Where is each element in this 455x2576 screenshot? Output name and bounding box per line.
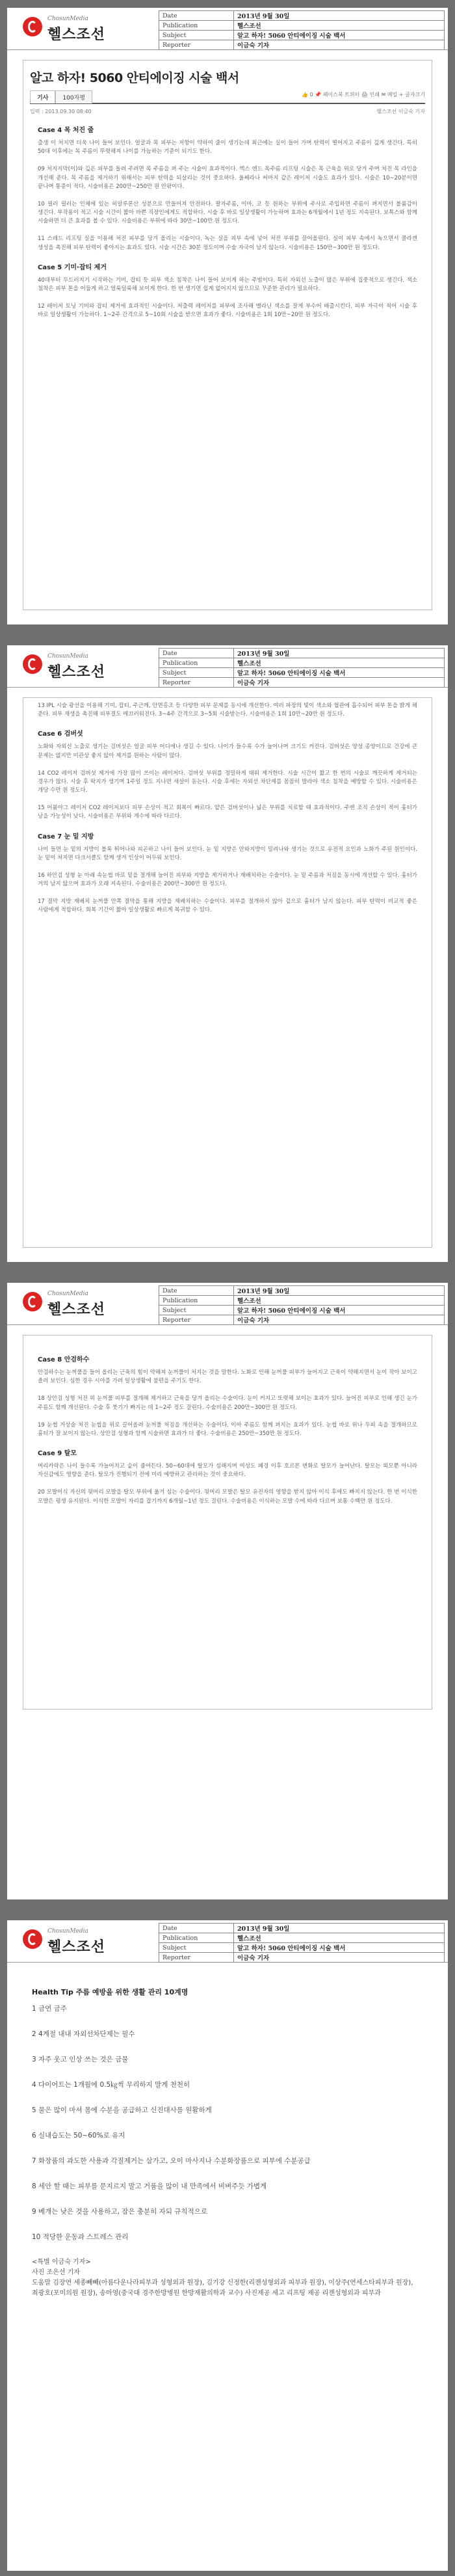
page-header <box>7 8 448 50</box>
byline-reporter: 헬스조선 이금숙 기자 <box>376 109 425 114</box>
publisher-logo <box>23 14 114 43</box>
body-paragraph: 18 상안검 성형 처진 위 눈꺼풀 피부를 절개해 제거하고 근육을 당겨 올리는 수술이다. 눈이 커지고 또렷해 보이는 효과가 있다. 늘어진 피부로 인해 생긴 눈가 주름도 함께 개선된다. 수술 후 붓기가 빠지는 데 1~2주 정도 걸린다. 수술비용은 200만~300만 원 정도다. <box>38 1395 417 1411</box>
list-item: 3 자주 웃고 인상 쓰는 것은 금물 <box>32 2056 129 2063</box>
article-tabs <box>30 90 425 104</box>
meta-row-subject: Subject 알고 하자! 5060 안티에이징 시술 백서 <box>159 668 445 678</box>
byline <box>30 108 425 115</box>
logo-english: ChosunMedia <box>47 1928 88 1935</box>
section-heading: Case 4 목 처진 줄 <box>38 127 94 134</box>
tab-comments[interactable]: 100자평 <box>55 90 92 103</box>
page-header <box>7 1283 448 1325</box>
logo-korean: 헬스조선 <box>47 664 106 680</box>
body-paragraph: 16 하안검 성형 눈 아래 속눈썹 바로 밑을 절개해 늘어진 피부와 지방을 제거하거나 재배치하는 수술이다. 눈 밑 주름과 처짐을 동시에 개선할 수 있다. 흉터가 거의 남지 않으며 효과가 오래 지속된다. 수술비용은 200만~300만 원 정도다. <box>38 872 417 888</box>
meta-row-date: Date 2013년 9월 30일 <box>159 11 445 21</box>
health-tip-section <box>23 1972 432 2299</box>
meta-row-reporter: Reporter 이금숙 기자 <box>159 678 445 688</box>
list-item: 7 화장품의 과도한 사용과 각질제거는 삼가고, 오이 마사지나 수분화장품으로 피부에 수분공급 <box>32 2157 311 2165</box>
article-body <box>23 1335 432 1710</box>
page-2-text <box>23 702 432 915</box>
list-item: 8 세안 할 때는 피부를 문지르지 말고 거품을 많이 내 만족에서 비벼주듯 가볍게 <box>32 2182 267 2190</box>
meta-row-publication: Publication 헬스조선 <box>159 1933 445 1943</box>
body-paragraph: 13 IPL 시술 광선을 이용해 기미, 잡티, 주근깨, 안면홍조 등 다양한 피부 문제를 동시에 개선한다. 여러 파장의 빛이 색소와 혈관에 흡수되어 피부 톤을 밝게 해 준다. 피부 재생을 촉진해 피부결도 매끄러워진다. 3~4주 간격으로 3~5회 시술받는다. 시술비용은 1회 10만~20만 원 정도다. <box>38 703 417 718</box>
logo-english: ChosunMedia <box>47 653 88 660</box>
body-paragraph: 14 CO2 레이저 검버섯 제거에 가장 많이 쓰이는 레이저다. 검버섯 부위를 정밀하게 태워 제거한다. 시술 시간이 짧고 한 번의 시술로 깨끗하게 제거되는 경우가 많다. 시술 후 딱지가 생기며 1주일 정도 지나면 새살이 돋는다. 시술 후에는 자외선 차단제를 꼼꼼히 발라야 색소 침착을 예방할 수 있다. 시술비용은 개당 수만 원 정도다. <box>38 770 417 794</box>
section-heading: Case 5 기미·잡티 제거 <box>38 263 107 271</box>
list-item: 9 베개는 낮은 것을 사용하고, 잠은 충분히 자되 규칙적으로 <box>32 2208 208 2216</box>
body-paragraph: 안검하수는 눈꺼풀을 들어 올리는 근육의 힘이 약해져 눈꺼풀이 처지는 것을 말한다. 노화로 인해 눈꺼풀 피부가 늘어지고 근육이 약해지면서 눈이 작아 보이고 졸려 보인다. 심한 경우 시야를 가려 일상생활에 불편을 주기도 한다. <box>38 1369 417 1385</box>
body-paragraph: 12 레이저 토닝 기미와 잡티 제거에 효과적인 시술이다. 저출력 레이저를 피부에 조사해 멜라닌 색소를 잘게 부수어 배출시킨다. 피부 자극이 적어 시술 후 바로 일상생활이 가능하다. 1~2주 간격으로 5~10회 시술을 받으면 효과가 좋다. 시술비용은 1회 10만~20만 원 정도다. <box>38 303 417 319</box>
page-1 <box>7 8 448 624</box>
logo-mark-icon <box>23 17 42 36</box>
body-paragraph: 20 모발이식 자신의 뒷머리 모발을 탈모 부위에 옮겨 심는 수술이다. 뒷머리 모발은 탈모 유전자의 영향을 받지 않아 이식 후에도 빠지지 않는다. 한 번 이식한 모발은 평생 유지된다. 이식한 모발이 자리를 잡기까지 6개월~1년 정도 걸린다. 수술비용은 이식하는 모발 수에 따라 다르며 보통 수백만 원 정도다. <box>38 1489 417 1505</box>
section-heading: Case 7 눈 밑 지방 <box>38 833 94 840</box>
section-heading: Case 8 안검하수 <box>38 1356 90 1363</box>
page-1-text <box>23 124 432 319</box>
meta-row-date: Date 2013년 9월 30일 <box>159 649 445 658</box>
meta-row-publication: Publication 헬스조선 <box>159 21 445 31</box>
body-paragraph: 19 눈썹 거상술 처진 눈썹을 위로 끌어올려 눈꺼풀 처짐을 개선하는 수술이다. 이마 주름도 함께 펴지는 효과가 있다. 눈썹 바로 위나 두피 속을 절개하므로 흉터가 잘 보이지 않는다. 상안검 성형과 함께 시술하면 효과가 더 좋다. 수술비용은 250만~350만 원 정도다. <box>38 1421 417 1437</box>
share-toolbar[interactable]: 👍 0 📌 페이스북 트위터 🖨 인쇄 ✉ 메일 + 글자크기 <box>302 92 425 98</box>
logo-mark-icon <box>23 1292 42 1311</box>
list-item: 6 실내습도는 50~60%로 유지 <box>32 2132 125 2140</box>
article-body <box>23 697 432 1248</box>
logo-korean: 헬스조선 <box>47 27 106 43</box>
body-paragraph: 출생 이 처지면 더욱 나이 들어 보인다. 얼굴과 목 피부는 저항이 약하여 줄이 생기는데 최근에는 실이 들어 가며 탄력이 떨어지고 주름이 깊게 생긴다. 특히 50대 이후에는 목 주름이 뚜렷해져 나이를 가늠하는 기준이 되기도 한다. <box>38 140 417 155</box>
credits: <특별 이금숙 기자> 사진 조은선 기자 도움말 김장연 세종빼빼(아름다운나라피부과 성형외과 원장), 김기강 신정한(리젠성형외과 피부과 원장), 이상주(연세스타피부과 원장), 최광호(포미의원 원장), 송마영(중국대 경주한방병원 한방재활의학과 교수) 사진제공 세고 리프팅 제공 리젠성형외과 피부과 <box>32 2259 413 2297</box>
meta-row-publication: Publication 헬스조선 <box>159 658 445 668</box>
page-3 <box>7 1283 448 1899</box>
publisher-logo <box>23 1289 114 1318</box>
page-header <box>7 1920 448 1963</box>
meta-row-date: Date 2013년 9월 30일 <box>159 1286 445 1296</box>
list-item: 5 물은 많이 마셔 몸에 수분을 공급하고 신진대사를 원활하게 <box>32 2106 212 2114</box>
logo-english: ChosunMedia <box>47 16 88 22</box>
body-paragraph: 17 결막 지방 재배치 눈꺼풀 안쪽 결막을 통해 지방을 재배치하는 수술이다. 피부를 절개하지 않아 겉으로 흉터가 남지 않는다. 피부 탄력이 비교적 좋은 사람에게 적합하다. 회복 기간이 짧아 일상생활로 빠르게 복귀할 수 있다. <box>38 898 417 914</box>
meta-table <box>159 10 445 50</box>
body-paragraph: 09 처지지막(이)와 깊은 피부를 돌려 주려면 목 주름을 펴 주는 시술이 효과적이다. 엑스 엔드 목주름 리프팅 시술은 목 근육을 위로 당겨 주며 처진 목 라인을 개선해 준다. 목 주름을 제거하기 위해서는 피부 탄력을 되살리는 것이 중요하다. 울쎄라나 써마지 같은 레이저 시술도 효과가 있다. 시술은 10~20분이면 끝나며 통증이 적다. 시술비용은 200만~250만 원 안팎이다. <box>38 166 417 190</box>
meta-row-subject: Subject 알고 하자! 5060 안티에이징 시술 백서 <box>159 1306 445 1315</box>
body-paragraph: 머리카락은 나이 들수록 가늘어지고 숱이 줄어든다. 50~60대에 탈모가 심해지며 여성도 폐경 이후 호르몬 변화로 탈모가 늘어난다. 탈모는 외모뿐 아니라 자신감에도 영향을 준다. 탈모가 진행되기 전에 미리 예방하고 관리하는 것이 중요하다. <box>38 1463 417 1479</box>
meta-table <box>159 1285 445 1325</box>
section-heading: Case 6 검버섯 <box>38 731 83 738</box>
page-4 <box>7 1920 448 2571</box>
publisher-logo <box>23 1927 114 1955</box>
section-heading: Case 9 탈모 <box>38 1450 77 1458</box>
logo-mark-icon <box>23 1929 42 1949</box>
meta-table <box>159 1923 445 1963</box>
list-item: 10 적당한 운동과 스트레스 관리 <box>32 2233 129 2241</box>
meta-row-reporter: Reporter 이금숙 기자 <box>159 1315 445 1325</box>
meta-row-subject: Subject 알고 하자! 5060 안티에이징 시술 백서 <box>159 1943 445 1953</box>
meta-row-reporter: Reporter 이금숙 기자 <box>159 1953 445 1963</box>
logo-korean: 헬스조선 <box>47 1939 106 1955</box>
meta-row-reporter: Reporter 이금숙 기자 <box>159 40 445 50</box>
list-item: 2 4계절 내내 자외선차단제는 필수 <box>32 2030 135 2038</box>
body-paragraph: 11 스레드 리프팅 실을 이용해 처진 피부를 당겨 올리는 시술이다. 녹는 실을 피부 속에 넣어 처진 부위를 끌어올린다. 실이 피부 속에서 녹으면서 콜라겐 생성을 촉진해 피부 탄력이 좋아지는 효과도 있다. 시술 시간은 30분 정도이며 수술 자국이 남지 않는다. 시술비용은 150만~300만 원 정도다. <box>38 235 417 251</box>
body-paragraph: 노화와 자외선 노출로 생기는 검버섯은 얼굴 피부 어디에나 생길 수 있다. 나이가 들수록 수가 늘어나며 크기도 커진다. 검버섯은 양성 종양이므로 건강에 큰 문제는 없지만 미관상 좋지 않아 제거를 원하는 사람이 많다. <box>38 744 417 759</box>
meta-table <box>159 648 445 688</box>
list-item: 4 다이어트는 1개월에 0.5㎏씩 무리하지 말게 천천히 <box>32 2081 190 2089</box>
page-3-text <box>23 1354 432 1506</box>
meta-row-date: Date 2013년 9월 30일 <box>159 1924 445 1933</box>
body-paragraph: 40대부터 두드러지기 시작하는 기미, 잡티 등 피부 색소 침착은 나이 들어 보이게 하는 주범이다. 특히 자외선 노출이 많은 부위에 집중적으로 생긴다. 색소 침착은 피부 톤을 어둡게 하고 얼룩덜룩해 보이게 한다. 한 번 생기면 쉽게 없어지지 않으므로 꾸준한 관리가 필요하다. <box>38 276 417 292</box>
page-header <box>7 645 448 688</box>
logo-english: ChosunMedia <box>47 1291 88 1297</box>
body-paragraph: 나이 들면 눈 밑의 지방이 볼록 튀어나와 피곤하고 나이 들어 보인다. 눈 밑 지방은 안와지방이 밀려나와 생기는 것으로 유전적 요인과 노화가 주된 원인이다. 눈 밑이 처지면 다크서클도 함께 생겨 인상이 어두워 보인다. <box>38 846 417 861</box>
body-paragraph: 15 어븀야그 레이저 CO2 레이저보다 피부 손상이 적고 회복이 빠르다. 얕은 검버섯이나 넓은 부위를 치료할 때 효과적이다. 주변 조직 손상이 적어 흉터가 남을 가능성이 낮다. 시술비용은 부위와 개수에 따라 다르다. <box>38 805 417 820</box>
body-paragraph: 10 필러 필러는 인체에 있는 히알루론산 성분으로 만들어져 안전하다. 팔자주름, 이마, 코 등 원하는 부위에 주사로 주입하면 주름이 펴지면서 볼륨감이 생긴다. 부작용이 적고 시술 시간이 짧아 바쁜 직장인에게도 적합하다. 시술 후 바로 일상생활이 가능하며 효과는 6개월에서 1년 정도 지속된다. 보톡스와 함께 시술하면 더 큰 효과를 볼 수 있다. 시술비용은 부위에 따라 30만~100만 원 정도다. <box>38 200 417 225</box>
logo-korean: 헬스조선 <box>47 1302 106 1318</box>
page-2 <box>7 645 448 1262</box>
byline-date: 입력 : 2013.09.30 08:40 <box>30 109 92 114</box>
article-title: 알고 하자! 5060 안티에이징 시술 백서 <box>30 71 239 85</box>
publisher-logo <box>23 652 114 680</box>
logo-mark-icon <box>23 654 42 674</box>
meta-row-publication: Publication 헬스조선 <box>159 1296 445 1306</box>
health-tip-heading: Health Tip 주름 예방을 위한 생활 관리 10계명 <box>32 1988 188 1996</box>
list-item: 1 금연 금주 <box>32 2005 67 2013</box>
health-tip-list <box>32 2004 423 2242</box>
meta-row-subject: Subject 알고 하자! 5060 안티에이징 시술 백서 <box>159 31 445 40</box>
tab-article[interactable]: 기사 <box>30 90 55 103</box>
article-body <box>23 60 432 610</box>
